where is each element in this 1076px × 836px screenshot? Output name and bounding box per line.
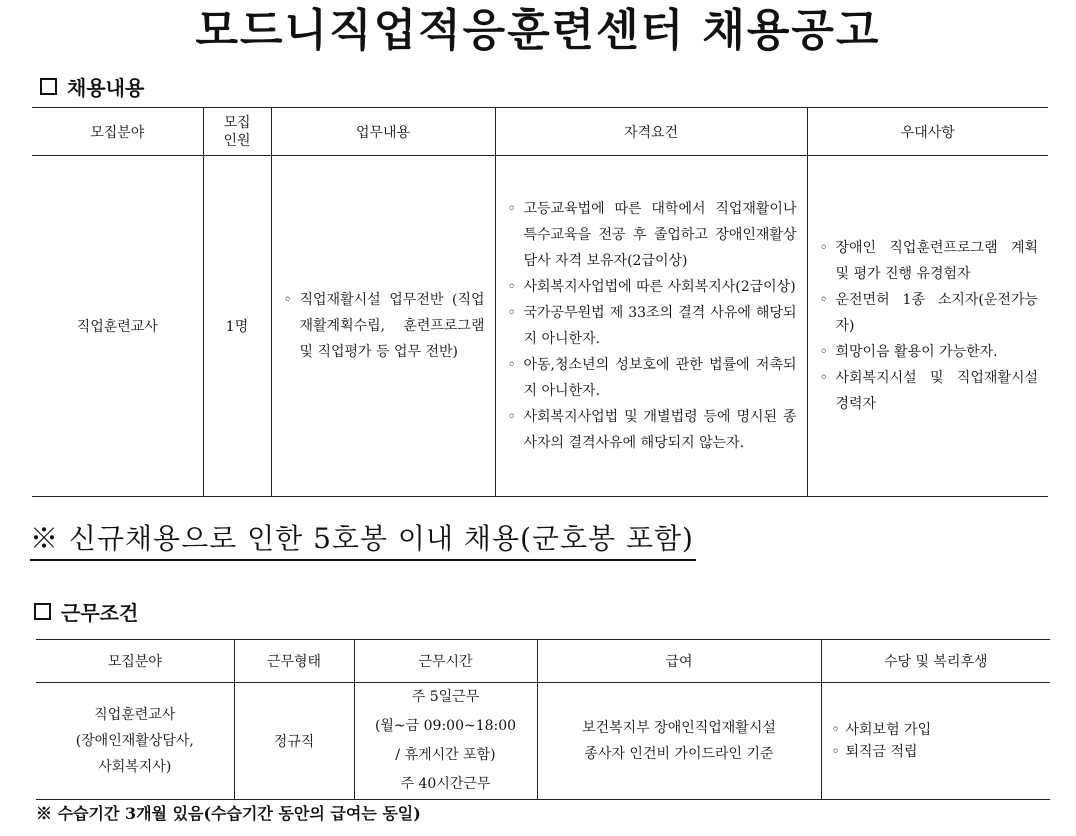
field-cell: 직업훈련교사 [32,156,203,497]
bullet-icon: ◦ [819,240,828,256]
column-header-field: 모집분야 [32,108,203,156]
table-row [36,683,1050,800]
bullet-icon: ◦ [507,201,516,217]
page-title: 모드니직업적응훈련센터 채용공고 [195,5,881,56]
column-header-field: 모집분야 [36,640,234,683]
column-header-hours: 근무시간 [354,640,537,683]
probation-footnote: ※ 수습기간 3개월 있음(수습기간 동안의 급여는 동일) [36,804,421,823]
field-line: 사회복지사) [98,759,172,775]
list-item: ◦ 고등교육법에 따른 대학에서 직업재활이나 특수교육을 전공 후 졸업하고 장애인재활상담사 자격 보유자(2급이상) [504,196,797,274]
hours-line: / 휴게시간 포함) [395,747,496,763]
list-item: ◦ 아동,청소년의 성보호에 관한 법률에 저촉되지 아니한자. [504,352,797,404]
table-row [32,156,1048,497]
hours-line: (월~금 09:00~18:00 [374,718,517,734]
list-item: ◦ 퇴직금 적립 [830,741,1051,763]
conditions-table [36,639,1050,800]
list-item: ◦ 장애인 직업훈련프로그램 계획 및 평가 진행 유경험자 [816,235,1039,287]
column-header-benefits: 수당 및 복리후생 [821,640,1050,683]
checkbox-square-icon [40,78,57,95]
bullet-icon: ◦ [819,292,828,308]
bullet-icon: ◦ [507,357,516,373]
salary-line: 보건복지부 장애인직업재활시설 [582,720,776,736]
list-item: ◦ 희망이음 활용이 가능한자. [816,339,1039,365]
checkbox-square-icon [34,603,51,620]
list-item: ◦ 사회복지사업법 및 개별법령 등에 명시된 종사자의 결격사유에 해당되지 않는자. [504,404,797,456]
list-item: ◦ 사회복지시설 및 직업재활시설 경력자 [816,365,1039,417]
bullet-icon: ◦ [819,370,828,386]
bullet-icon: ◦ [507,279,516,295]
list-item: ◦ 사회보험 가입 [830,719,1051,741]
section-heading-label: 채용내용 [67,76,145,100]
salary-cell [537,683,821,800]
list-item: ◦ 국가공무원법 제 33조의 결격 사유에 해당되지 아니한자. [504,300,797,352]
hiring-notice: ※ 신규채용으로 인한 5호봉 이내 채용(군호봉 포함) [30,519,696,561]
list-item: ◦ 사회복지사업법에 따른 사회복지사(2급이상) [504,274,797,300]
column-header-preferences: 우대사항 [807,108,1048,156]
column-header-count [203,108,271,156]
duty-cell [271,156,495,497]
section-heading-conditions [34,597,138,626]
field-line: 직업훈련교사 [94,707,176,723]
count-cell: 1명 [203,156,271,497]
column-header-count-label: 모집 인원 [223,114,251,149]
bullet-icon: ◦ [283,292,292,308]
preferences-cell [807,156,1048,497]
bullet-icon: ◦ [831,744,840,760]
bullet-icon: ◦ [819,344,828,360]
column-header-salary: 급여 [537,640,821,683]
hours-line: 주 40시간근무 [400,776,491,792]
qualifications-cell [495,156,807,497]
hours-cell [354,683,537,800]
bullet-icon: ◦ [507,305,516,321]
section-heading-recruitment [40,72,144,101]
recruitment-table [32,107,1048,497]
list-item: ◦ 운전면허 1종 소지자(운전가능자) [816,287,1039,339]
benefits-cell [821,683,1050,800]
column-header-duty: 업무내용 [271,108,495,156]
bullet-icon: ◦ [831,722,840,738]
column-header-type: 근무형태 [234,640,354,683]
field-cell [36,683,234,800]
salary-line: 종사자 인건비 가이드라인 기준 [584,746,774,762]
hours-line: 주 5일근무 [411,689,480,705]
type-cell: 정규직 [234,683,354,800]
list-item: ◦ 직업재활시설 업무전반 (직업재활계획수립, 훈련프로그램 및 직업평가 등 업무 전반) [280,287,485,365]
section-heading-label: 근무조건 [61,601,139,625]
column-header-qualifications: 자격요건 [495,108,807,156]
bullet-icon: ◦ [507,409,516,425]
field-line: (장애인재활상담사, [75,733,194,749]
